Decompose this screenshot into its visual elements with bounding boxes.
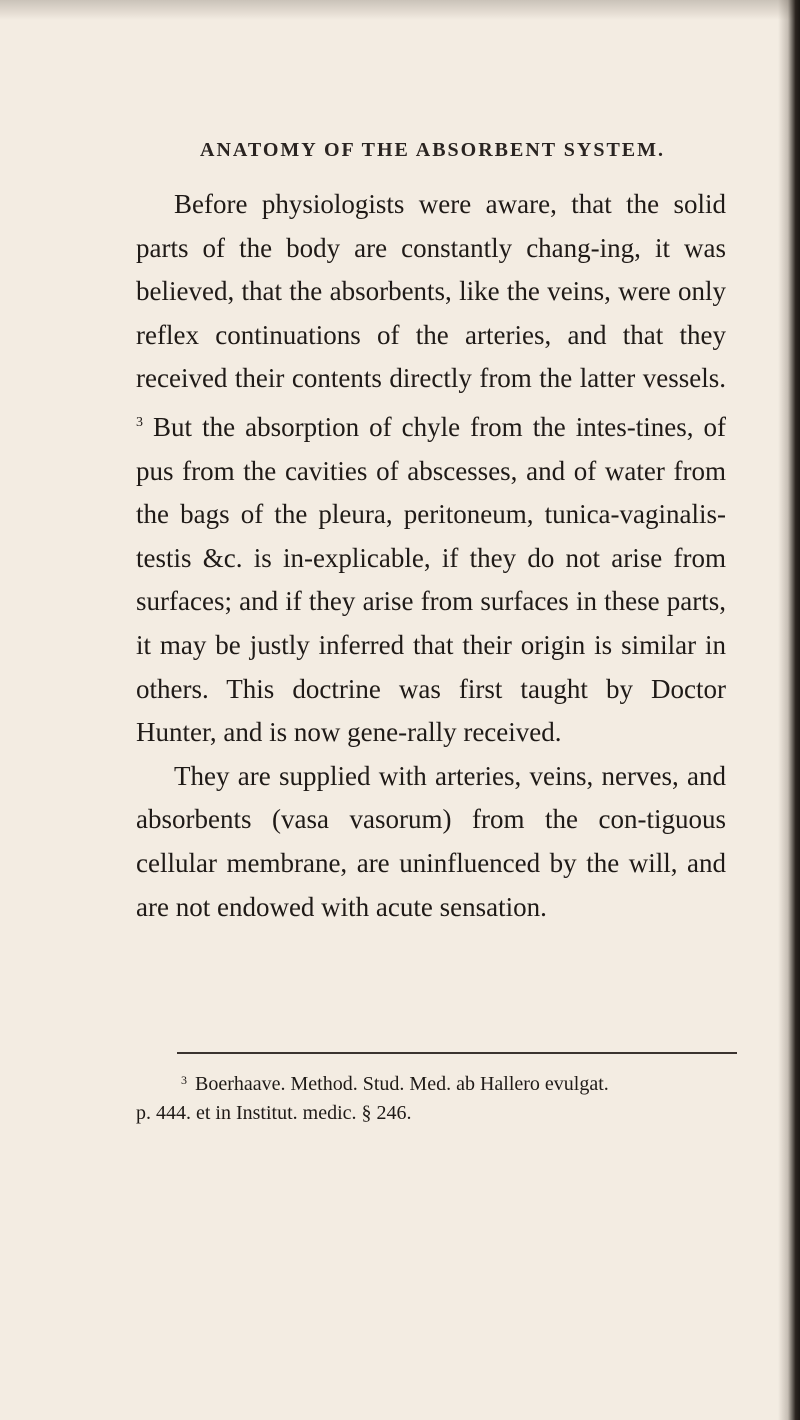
paragraph-2: They are supplied with arteries, veins, nerves, and absorbents (vasa vasorum) from the con-tiguous cellular membrane, are uninfluenced by the will, and are not endowed with acute sensation.: [136, 760, 726, 922]
footnote-marker: 3: [181, 1073, 187, 1087]
footnote-reference: 3: [136, 414, 143, 430]
footnote-line-1-text: Boerhaave. Method. Stud. Med. ab Hallero evulgat.: [195, 1073, 609, 1095]
footnote-line-1: [136, 1066, 736, 1099]
footnote-line-2: p. 444. et in Institut. medic. § 246.: [136, 1102, 412, 1124]
footnote-rule: [177, 1052, 737, 1054]
page-top-shadow: [0, 0, 800, 20]
paragraph-1-text-a: Before physiologists were aware, that the solid parts of the body are constantly chang-ing, it was believed, that the absorbents, like the veins, were only reflex continuations of the arteries, and that they received their contents directly from the latter vessels.: [136, 189, 726, 394]
paragraph-1-text-b: But the absorption of chyle from the intes-tines, of pus from the cavities of abscesses, and of water from the bags of the pleura, peritoneum, tunica-vaginalis-testis &c. is in-explicable, if they do not arise from surfaces; and if they arise from surfaces in these parts, it may be justly inferred that their origin is similar in others. This doctrine was first taught by Doctor Hunter, and is now gene-rally received.: [136, 411, 726, 748]
book-spine-shadow: [778, 0, 800, 1420]
paragraph-1: [136, 183, 726, 755]
body-text: [136, 183, 726, 929]
running-header: ANATOMY OF THE ABSORBENT SYSTEM.: [200, 139, 666, 161]
footnote: [136, 1066, 736, 1128]
